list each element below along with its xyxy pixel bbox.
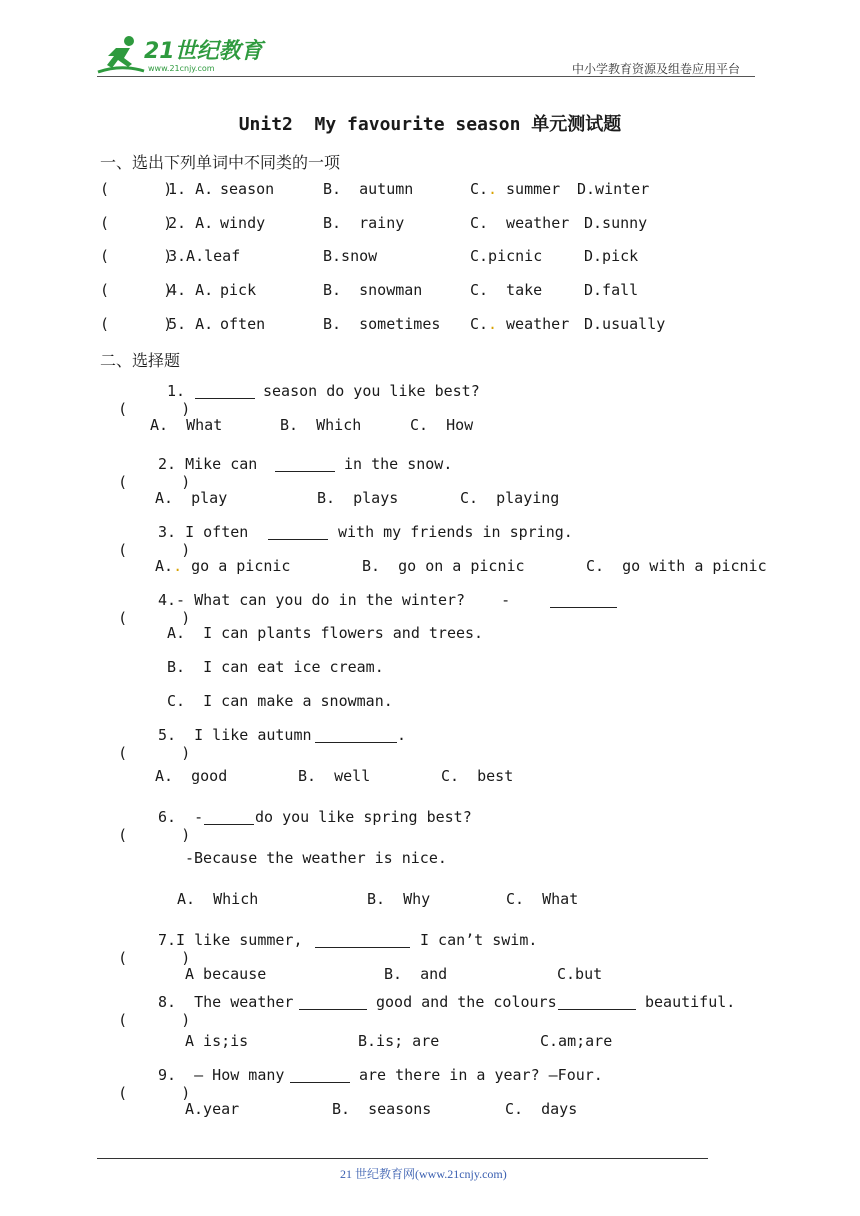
header-platform-text: 中小学教育资源及组卷应用平台 [572,62,741,76]
q1-text: season do you like best? [263,382,480,400]
option-a[interactable]: often [220,315,266,333]
q2-text-b: in the snow. [344,455,453,473]
option-c-label[interactable]: C. [470,214,489,232]
option-d[interactable]: D.winter [577,180,650,198]
option-b[interactable]: B. rainy [323,214,405,232]
option-c-label[interactable]: C. [470,315,489,333]
option-a[interactable]: windy [220,214,266,232]
runner-logo-icon [96,34,146,76]
row-number: 3.A.leaf [168,247,241,265]
page-title: Unit2 My favourite season 单元测试题 [238,114,622,135]
option-a[interactable]: season [220,180,275,198]
answer-paren[interactable]: ( ) [100,281,173,299]
logo-url: www.21cnjy.com [148,64,215,73]
q7-option-c[interactable]: C.but [557,965,603,983]
row-number: 2. A. [168,214,214,232]
answer-blank[interactable] [204,810,254,825]
footer-divider [97,1158,708,1159]
q8-option-c[interactable]: C.am;are [540,1032,613,1050]
answer-paren[interactable]: ( ) [118,949,191,967]
q5-text-b: . [397,726,407,744]
q4-option-a[interactable]: A. I can plants flowers and trees. [167,624,484,642]
answer-paren[interactable]: ( ) [118,1011,191,1029]
answer-blank[interactable] [558,995,636,1010]
q2-option-b[interactable]: B. plays [317,489,399,507]
q8-text-a: 8. The weather [158,993,294,1011]
q6-option-c[interactable]: C. What [506,890,579,908]
q4-option-b[interactable]: B. I can eat ice cream. [167,658,384,676]
option-a[interactable]: pick [220,281,257,299]
q3-text-a: 3. I often [158,523,249,541]
section1-row [100,281,720,301]
section1-row [100,180,720,200]
answer-paren[interactable]: ( ) [118,541,191,559]
q9-option-c[interactable]: C. days [505,1100,578,1118]
q8-text-c: beautiful. [645,993,736,1011]
option-c-label[interactable]: C.picnic [470,247,543,265]
section1-row [100,247,720,267]
answer-paren[interactable]: ( ) [118,744,191,762]
q1-option-c[interactable]: C. How [410,416,474,434]
answer-paren[interactable]: ( ) [118,473,191,491]
row-number: 4. A. [168,281,214,299]
q7-text-a: 7.I like summer, [158,931,303,949]
q8-option-a[interactable]: A is;is [185,1032,249,1050]
answer-paren[interactable]: ( ) [118,826,191,844]
q6-option-a[interactable]: A. Which [177,890,259,908]
answer-paren[interactable]: ( ) [100,315,173,333]
answer-paren[interactable]: ( ) [118,609,191,627]
option-d[interactable]: D.fall [584,281,639,299]
q1-number: 1. [167,382,186,400]
option-b[interactable]: B.snow [323,247,378,265]
q6-option-b[interactable]: B. Why [367,890,431,908]
q3-option-a-label: A. [155,557,174,575]
q3-option-a[interactable] [155,557,290,575]
q4-text: 4.- What can you do in the winter? - [158,591,511,609]
option-b[interactable]: B. sometimes [323,315,441,333]
q3-option-a-text: go a picnic [182,557,291,575]
q1-option-a[interactable]: A. What [150,416,223,434]
q2-option-c[interactable]: C. playing [460,489,560,507]
highlight-dot: . [173,557,183,575]
answer-blank[interactable] [315,933,410,948]
option-d[interactable]: D.pick [584,247,639,265]
q3-option-c[interactable]: C. go with a picnic [586,557,767,575]
answer-paren[interactable]: ( ) [100,214,173,232]
q5-option-c[interactable]: C. best [441,767,514,785]
option-c[interactable]: summer [497,180,561,198]
answer-blank[interactable] [550,593,617,608]
option-c[interactable]: weather [488,214,570,232]
answer-paren[interactable]: ( ) [118,400,191,418]
q7-option-a[interactable]: A because [185,965,267,983]
q9-option-b[interactable]: B. seasons [332,1100,432,1118]
highlight-dot: . [488,180,498,198]
answer-blank[interactable] [195,384,255,399]
answer-paren[interactable]: ( ) [118,1084,191,1102]
q5-option-a[interactable]: A. good [155,767,228,785]
q5-option-b[interactable]: B. well [298,767,371,785]
section1-row [100,214,720,234]
option-b[interactable]: B. snowman [323,281,423,299]
q8-option-b[interactable]: B.is; are [358,1032,440,1050]
q9-option-a[interactable]: A.year [185,1100,240,1118]
q9-text-b: are there in a year? —Four. [359,1066,603,1084]
q4-option-c[interactable]: C. I can make a snowman. [167,692,393,710]
answer-blank[interactable] [299,995,367,1010]
footer-text[interactable]: 21 世纪教育网(www.21cnjy.com) [340,1167,507,1181]
section1-row [100,315,720,335]
answer-paren[interactable]: ( ) [100,247,173,265]
row-number: 1. A. [168,180,214,198]
q6-line-2: -Because the weather is nice. [185,849,447,867]
q7-option-b[interactable]: B. and [384,965,448,983]
logo [96,34,263,76]
answer-blank[interactable] [290,1068,350,1083]
row-number: 5. A. [168,315,214,333]
q6-text-a: 6. - [158,808,204,826]
q3-option-b[interactable]: B. go on a picnic [362,557,525,575]
section2-heading: 二、选择题 [100,351,181,370]
q3-text-b: with my friends in spring. [338,523,573,541]
answer-blank[interactable] [275,457,335,472]
section1-heading: 一、选出下列单词中不同类的一项 [100,153,341,172]
option-c-label[interactable]: C. [470,180,489,198]
header-divider [97,76,755,77]
highlight-dot: . [488,315,498,333]
logo-text: 21世纪教育 [144,39,263,64]
answer-blank[interactable] [315,728,397,743]
option-d[interactable]: D.usually [584,315,666,333]
option-d[interactable]: D.sunny [584,214,648,232]
q5-text-a: 5. I like autumn [158,726,312,744]
q2-option-a[interactable]: A. play [155,489,228,507]
answer-paren[interactable]: ( ) [100,180,173,198]
option-c-label[interactable]: C. [470,281,489,299]
answer-blank[interactable] [268,525,328,540]
option-b[interactable]: B. autumn [323,180,414,198]
option-c[interactable]: weather [497,315,570,333]
q9-text-a: 9. — How many [158,1066,285,1084]
q7-text-b: I can’t swim. [420,931,538,949]
q8-text-b: good and the colours [376,993,557,1011]
q2-text-a: 2. Mike can [158,455,258,473]
q6-text-b: do you like spring best? [255,808,472,826]
q1-option-b[interactable]: B. Which [280,416,362,434]
option-c[interactable]: take [488,281,543,299]
